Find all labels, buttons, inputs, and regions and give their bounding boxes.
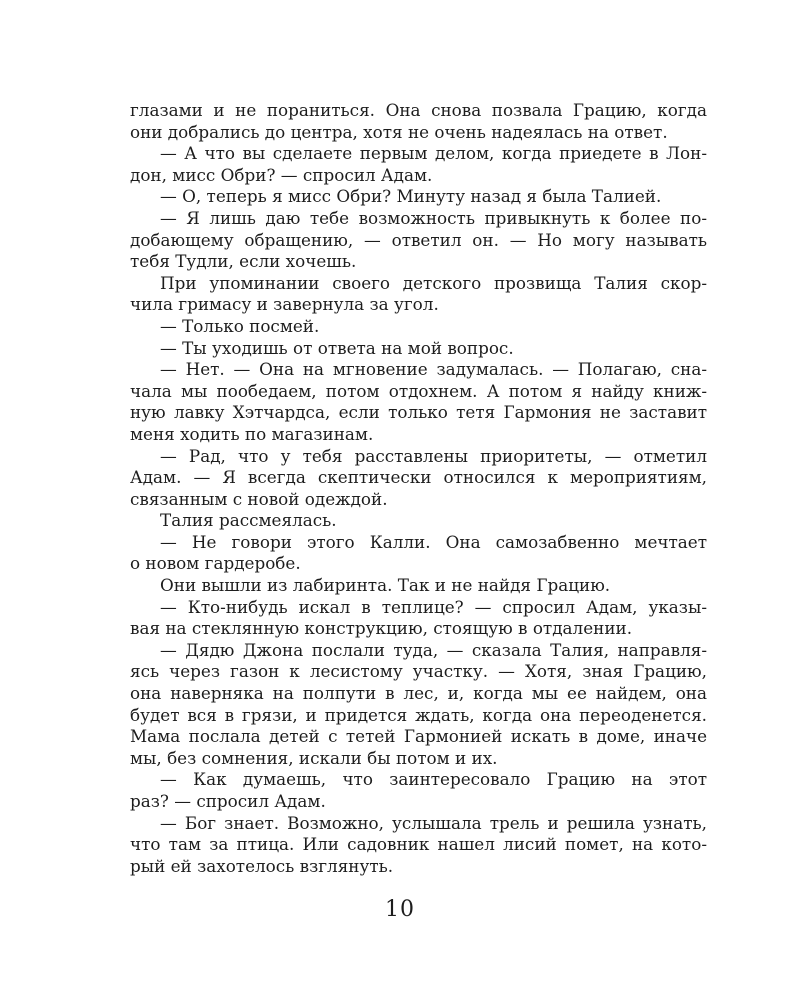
text-line: — Только посмей. (160, 315, 320, 336)
text-line: связанным с новой одеждой. (130, 488, 388, 509)
text-line: — А что вы сделаете первым делом, когда приедете в Лон- (160, 143, 707, 164)
text-line: ясь через газон к лесистому участку. — Хотя, зная Грацию, (130, 661, 707, 682)
text-line: — Я лишь даю тебе возможность привыкнуть к более по- (160, 207, 707, 228)
text-line: — Бог знает. Возможно, услышала трель и решила узнать, (160, 812, 707, 833)
text-line: чала мы пообедаем, потом отдохнем. А потом я найду книж- (130, 380, 707, 401)
text-line: Они вышли из лабиринта. Так и не найдя Грацию. (160, 575, 611, 596)
text-line: — Дядю Джона послали туда, — сказала Талия, направля- (160, 639, 707, 660)
text-line: Мама послала детей с тетей Гармонией искать в доме, иначе (130, 726, 707, 747)
text-line: рый ей захотелось взглянуть. (130, 855, 394, 876)
text-line: они добрались до центра, хотя не очень надеялась на ответ. (130, 121, 668, 142)
text-line: будет вся в грязи, и придется ждать, когда она переоденется. (130, 704, 707, 725)
text-line: — Ты уходишь от ответа на мой вопрос. (160, 337, 514, 358)
text-line: дон, мисс Обри? — спросил Адам. (130, 164, 433, 185)
text-line: Талия рассмеялась. (160, 510, 337, 531)
text-line: добающему обращению, — ответил он. — Но могу называть (130, 229, 707, 250)
text-line: она наверняка на полпути в лес, и, когда мы ее найдем, она (130, 683, 707, 704)
text-line: — Не говори этого Калли. Она самозабвенно мечтает (160, 531, 707, 552)
text-line: Адам. — Я всегда скептически относился к мероприятиям, (130, 467, 707, 488)
text-line: вая на стеклянную конструкцию, стоящую в отдалении. (130, 618, 633, 639)
text-line: — Кто-нибудь искал в теплице? — спросил Адам, указы- (160, 596, 707, 617)
text-line: — Рад, что у тебя расставлены приоритеты, — отметил (160, 445, 707, 466)
text-line: что там за птица. Или садовник нашел лисий помет, на кото- (130, 834, 707, 855)
text-line: ную лавку Хэтчардса, если только тетя Гармония не заставит (130, 402, 707, 423)
text-line: При упоминании своего детского прозвища Талия скор- (160, 272, 707, 293)
text-line: раз? — спросил Адам. (130, 791, 326, 811)
text-line: мы, без сомнения, искали бы потом и их. (130, 747, 498, 768)
body-text (130, 100, 707, 877)
text-line: глазами и не пораниться. Она снова позвала Грацию, когда (130, 100, 707, 120)
text-line: тебя Тудли, если хочешь. (130, 251, 357, 272)
text-line: — О, теперь я мисс Обри? Минуту назад я была Талией. (160, 186, 662, 207)
text-line: о новом гардеробе. (130, 553, 301, 574)
text-line: — Как думаешь, что заинтересовало Грацию на этот (160, 769, 707, 790)
text-line: чила гримасу и завернула за угол. (130, 294, 439, 315)
text-line: — Нет. — Она на мгновение задумалась. — Полагаю, сна- (160, 359, 707, 380)
page-number: 10 (385, 897, 415, 922)
text-line: меня ходить по магазинам. (130, 423, 374, 444)
